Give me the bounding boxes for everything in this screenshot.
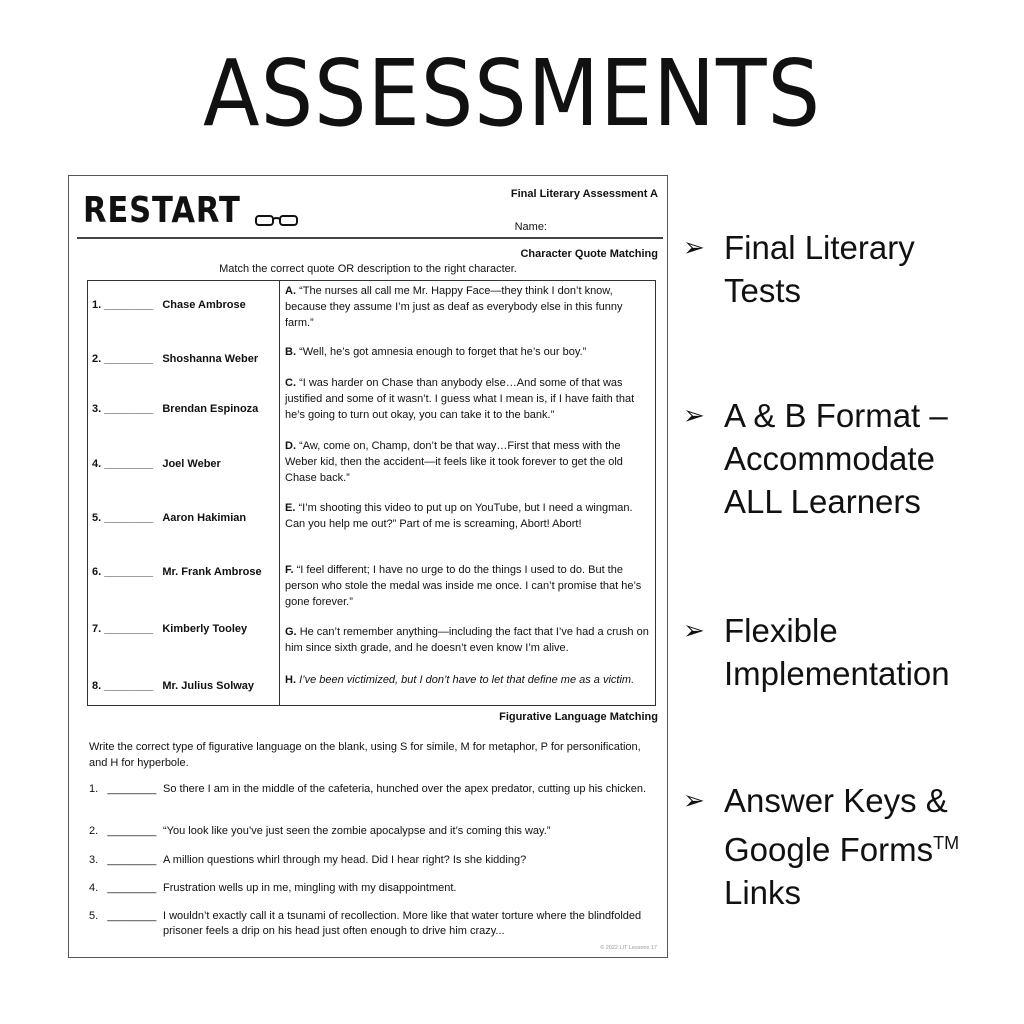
character-name: Shoshanna Weber [162,353,259,365]
character-name: Mr. Frank Ambrose [162,566,262,578]
figurative-item [89,909,657,939]
matching-table [87,280,656,706]
answer-blank: 1. ________ [92,299,154,311]
instructions-character: Match the correct quote OR description to the right character. [219,263,517,275]
quote-letter: G. [285,626,297,638]
answer-blank: 2. ________ [92,353,154,365]
answer-blank: 1. ________ [89,783,157,795]
answer-blank: 2. ________ [89,825,157,837]
character-name: Chase Ambrose [162,299,246,311]
character-name: Mr. Julius Solway [162,680,255,692]
character-entry [92,458,221,470]
answer-blank: 6. ________ [92,566,154,578]
character-entry [92,566,262,578]
feature-bullet [683,609,983,695]
answer-blank: 5. ________ [92,512,154,524]
quote-letter: F. [285,564,294,576]
instructions-figurative: Write the correct type of figurative language on the blank, using S for simile, M for metaphor, P for personification, and H for hyperbole. [89,741,641,769]
quote-entry [285,438,649,486]
arrow-bullet-icon: ➢ [683,232,705,262]
quote-letter: A. [285,285,296,297]
quote-text: “Aw, come on, Champ, don’t be that way…First that mess with the Weber kid, then the accident—it feels like it took forever to get the old Chase back.” [285,440,623,484]
arrow-bullet-icon: ➢ [683,785,705,815]
page-title: ASSESSMENTS [203,40,821,147]
quote-entry [285,375,649,423]
worksheet-preview [68,175,668,958]
arrow-bullet-icon: ➢ [683,400,705,430]
quote-entry [285,283,649,331]
character-entry [92,353,258,365]
quote-text: “The nurses all call me Mr. Happy Face—they think I don’t know, because they assume I’m just as deaf as everybody else in this funny farm.” [285,285,623,329]
glasses-icon [255,214,299,226]
section-heading-character: Character Quote Matching [520,248,658,260]
bullet-text: Answer Keys & Google Forms [724,782,948,868]
figurative-item [89,881,657,896]
feature-bullet [683,226,983,312]
quote-entry [285,562,649,610]
arrow-bullet-icon: ➢ [683,615,705,645]
character-entry [92,299,246,311]
answer-blank: 3. ________ [89,854,157,866]
bullet-text: Flexible Implementation [724,612,950,692]
header-divider [77,237,663,239]
answer-blank: 7. ________ [92,623,154,635]
quote-text: “I was harder on Chase than anybody else…And some of that was justified and some of it wasn’t. I guess what I mean is, if I have faith that he’s going to turn out okay, you can take it to the bank.” [285,377,635,421]
character-name: Kimberly Tooley [162,623,248,635]
quote-entry [285,344,649,360]
quote-letter: C. [285,377,296,389]
trademark: TM [933,833,960,853]
answer-blank: 5. ________ [89,910,157,922]
answer-blank: 3. ________ [92,403,154,415]
bullet-text: Final Literary Tests [724,229,915,309]
figurative-text: “You look like you’ve just seen the zombie apocalypse and it’s coming this way.” [163,825,551,837]
character-entry [92,512,246,524]
character-name: Brendan Espinoza [162,403,259,415]
bullet-suffix: Links [724,874,802,911]
figurative-text: Frustration wells up in me, mingling with my disappointment. [163,882,457,894]
quote-letter: H. [285,674,296,686]
quote-text: I’ve been victimized, but I don’t have to let that define me as a victim. [299,674,635,686]
footer-copyright: © 2022 LIT Lessons 17 [600,945,657,951]
answer-blank: 8. ________ [92,680,154,692]
quote-letter: D. [285,440,296,452]
quote-letter: B. [285,346,296,358]
figurative-item [89,824,657,839]
quote-text: “I’m shooting this video to put up on YouTube, but I need a wingman. Can you help me out?” Part of me is screaming, Abort! Abort! [285,502,633,530]
character-entry [92,403,258,415]
answer-blank: 4. ________ [89,882,157,894]
quote-entry [285,500,649,532]
feature-bullet [683,779,983,914]
restart-logo: RESTART [83,190,241,231]
figurative-text: A million questions whirl through my head. Did I hear right? Is she kidding? [163,854,527,866]
quote-text: “I feel different; I have no urge to do the things I used to do. But the person who stole the medal was inside me once. I can’t promise that he’s gone forever.” [285,564,642,608]
figurative-item [89,782,657,797]
figurative-item [89,853,657,868]
character-entry [92,680,254,692]
figurative-text: I wouldn’t exactly call it a tsunami of recollection. More like that water torture where the blindfolded prisoner feels a drip on his head just often enough to drive him crazy... [163,910,642,937]
feature-bullet [683,394,983,523]
quote-text: “Well, he’s got amnesia enough to forget that he’s our boy.” [299,346,587,358]
character-entry [92,623,247,635]
answer-blank: 4. ________ [92,458,154,470]
quote-entry [285,672,649,688]
quote-entry [285,624,649,656]
bullet-text: A & B Format – Accommodate ALL Learners [724,397,948,520]
assessment-title: Final Literary Assessment A [510,188,658,200]
name-label: Name: [514,221,547,233]
figurative-text: So there I am in the middle of the cafeteria, hunched over the apex predator, cutting up his chicken. [163,783,647,795]
quote-letter: E. [285,502,296,514]
quote-text: He can’t remember anything—including the fact that I’ve had a crush on him since sixth grade, and he doesn’t even know I’m alive. [285,626,649,654]
character-name: Aaron Hakimian [162,512,247,524]
character-name: Joel Weber [162,458,221,470]
section-heading-figurative: Figurative Language Matching [499,711,658,723]
